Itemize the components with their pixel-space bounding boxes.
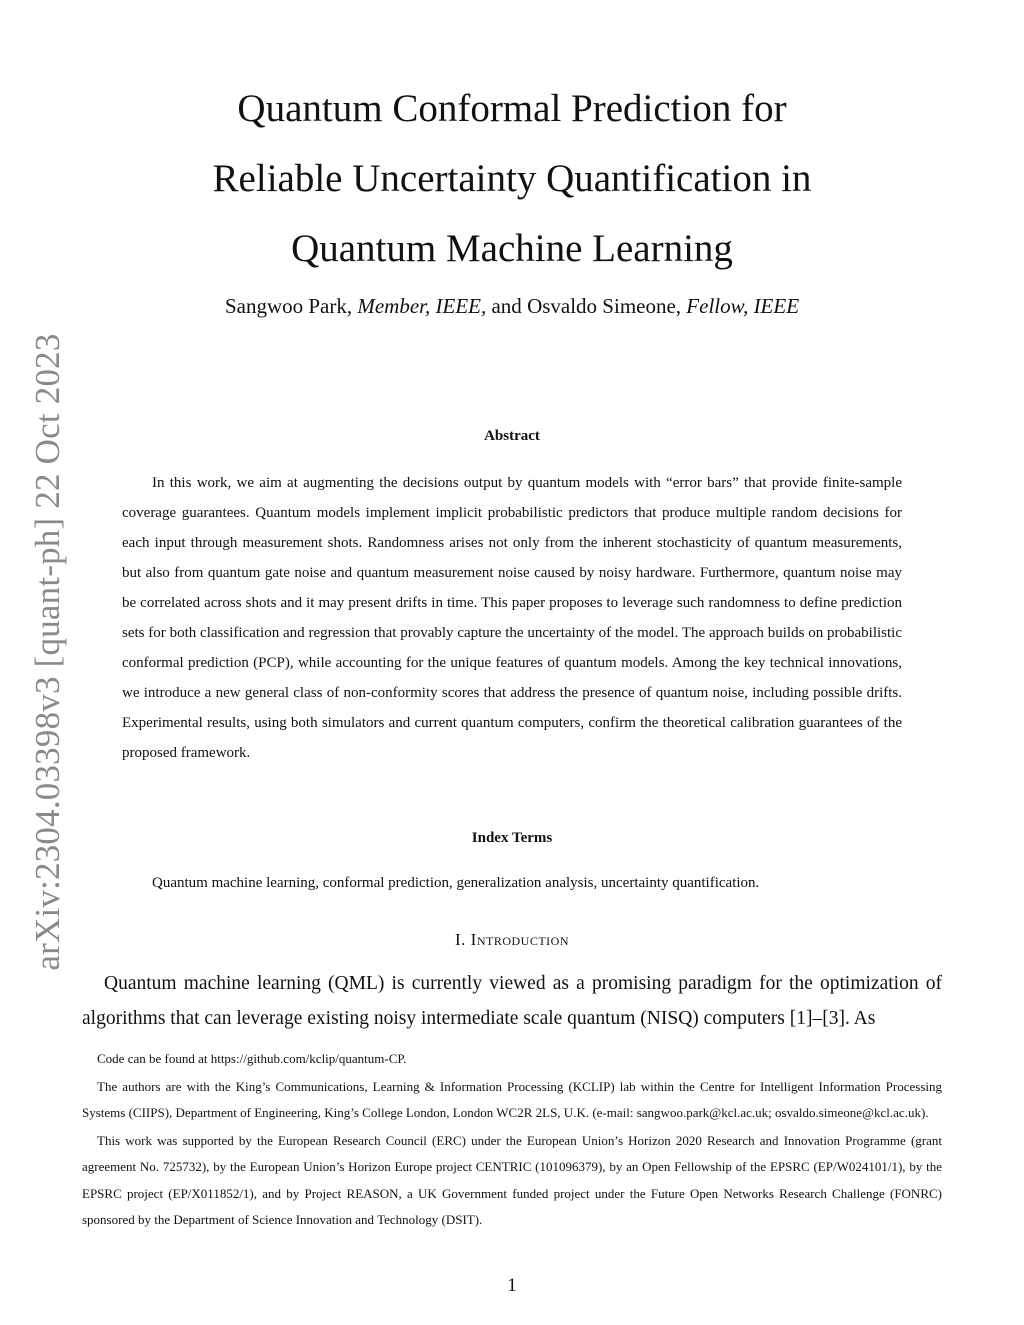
title-line-2: Reliable Uncertainty Quantification in — [212, 157, 812, 200]
author-2-role: Fellow, IEEE — [686, 294, 800, 318]
index-terms-heading: Index Terms — [471, 830, 553, 846]
arxiv-date: 22 Oct 2023 — [28, 333, 67, 509]
abstract-heading: Abstract — [484, 428, 540, 444]
author-1-role: Member, IEEE, — [357, 294, 487, 318]
paper-title — [80, 74, 944, 284]
index-terms-text: Quantum machine learning, conformal prediction, generalization analysis, uncertainty quantification. — [152, 875, 760, 891]
abstract-text: In this work, we aim at augmenting the decisions output by quantum models with “error bars” that provide finite-sample coverage guarantees. Quantum models implement implicit probabilistic predictors that produce multiple random decisions for each input through measurement shots. Randomness arises not only from the inherent stochasticity of quantum measurements, but also from quantum gate noise and quantum measurement noise caused by noisy hardware. Furthermore, quantum noise may be correlated across shots and it may present drifts in time. This paper proposes to leverage such randomness to define prediction sets for both classification and regression that provably capture the uncertainty of the model. The approach builds on probabilistic conformal prediction (PCP), while accounting for the unique features of quantum models. Among the key technical innovations, we introduce a new general class of non-conformity scores that address the presence of quantum noise, including possible drifts. Experimental results, using both simulators and current quantum computers, confirm the theoretical calibration guarantees of the proposed framework. — [122, 475, 902, 761]
footnote-affiliation: The authors are with the King’s Communications, Learning & Information Processing (KCLIP) lab within the Centre for Intelligent Information Processing Systems (CIIPS), Department of Engineering, King’s College London, London WC2R 2LS, U.K. (e-mail: sangwoo.park@kcl.ac.uk; osvaldo.simeone@kcl.ac.uk). — [82, 1078, 942, 1120]
author-1: Sangwoo Park, — [224, 294, 353, 318]
author-conjunction: and — [491, 294, 522, 318]
author-list — [80, 294, 944, 319]
page-number: 1 — [507, 1275, 517, 1296]
title-line-3: Quantum Machine Learning — [291, 227, 733, 270]
arxiv-category: [quant-ph] — [28, 517, 67, 668]
footnotes — [82, 1046, 942, 1235]
footnote-funding: This work was supported by the European Research Council (ERC) under the European Union’s Horizon 2020 Research and Innovation Programme (grant agreement No. 725732), by the European Union’s Horizon Europe project CENTRIC (101096379), by an Open Fellowship of the EPSRC (EP/W024101/1), by the EPSRC project (EP/X011852/1), and by Project REASON, a UK Government funded project under the Future Open Networks Research Challenge (FONRC) sponsored by the Department of Science Innovation and Technology (DSIT). — [82, 1132, 942, 1227]
arxiv-stamp — [28, 333, 68, 970]
footnote-code: Code can be found at https://github.com/kclip/quantum-CP. — [97, 1051, 407, 1066]
arxiv-id: arXiv:2304.03398v3 — [28, 676, 67, 971]
title-line-1: Quantum Conformal Prediction for — [237, 87, 787, 130]
author-2: Osvaldo Simeone, — [527, 294, 682, 318]
introduction-text: Quantum machine learning (QML) is currently viewed as a promising paradigm for the optimization of algorithms that can leverage existing noisy intermediate scale quantum (NISQ) computers [1]–[3]. As — [82, 973, 942, 1029]
section-heading-introduction: I. Introduction — [455, 930, 569, 949]
